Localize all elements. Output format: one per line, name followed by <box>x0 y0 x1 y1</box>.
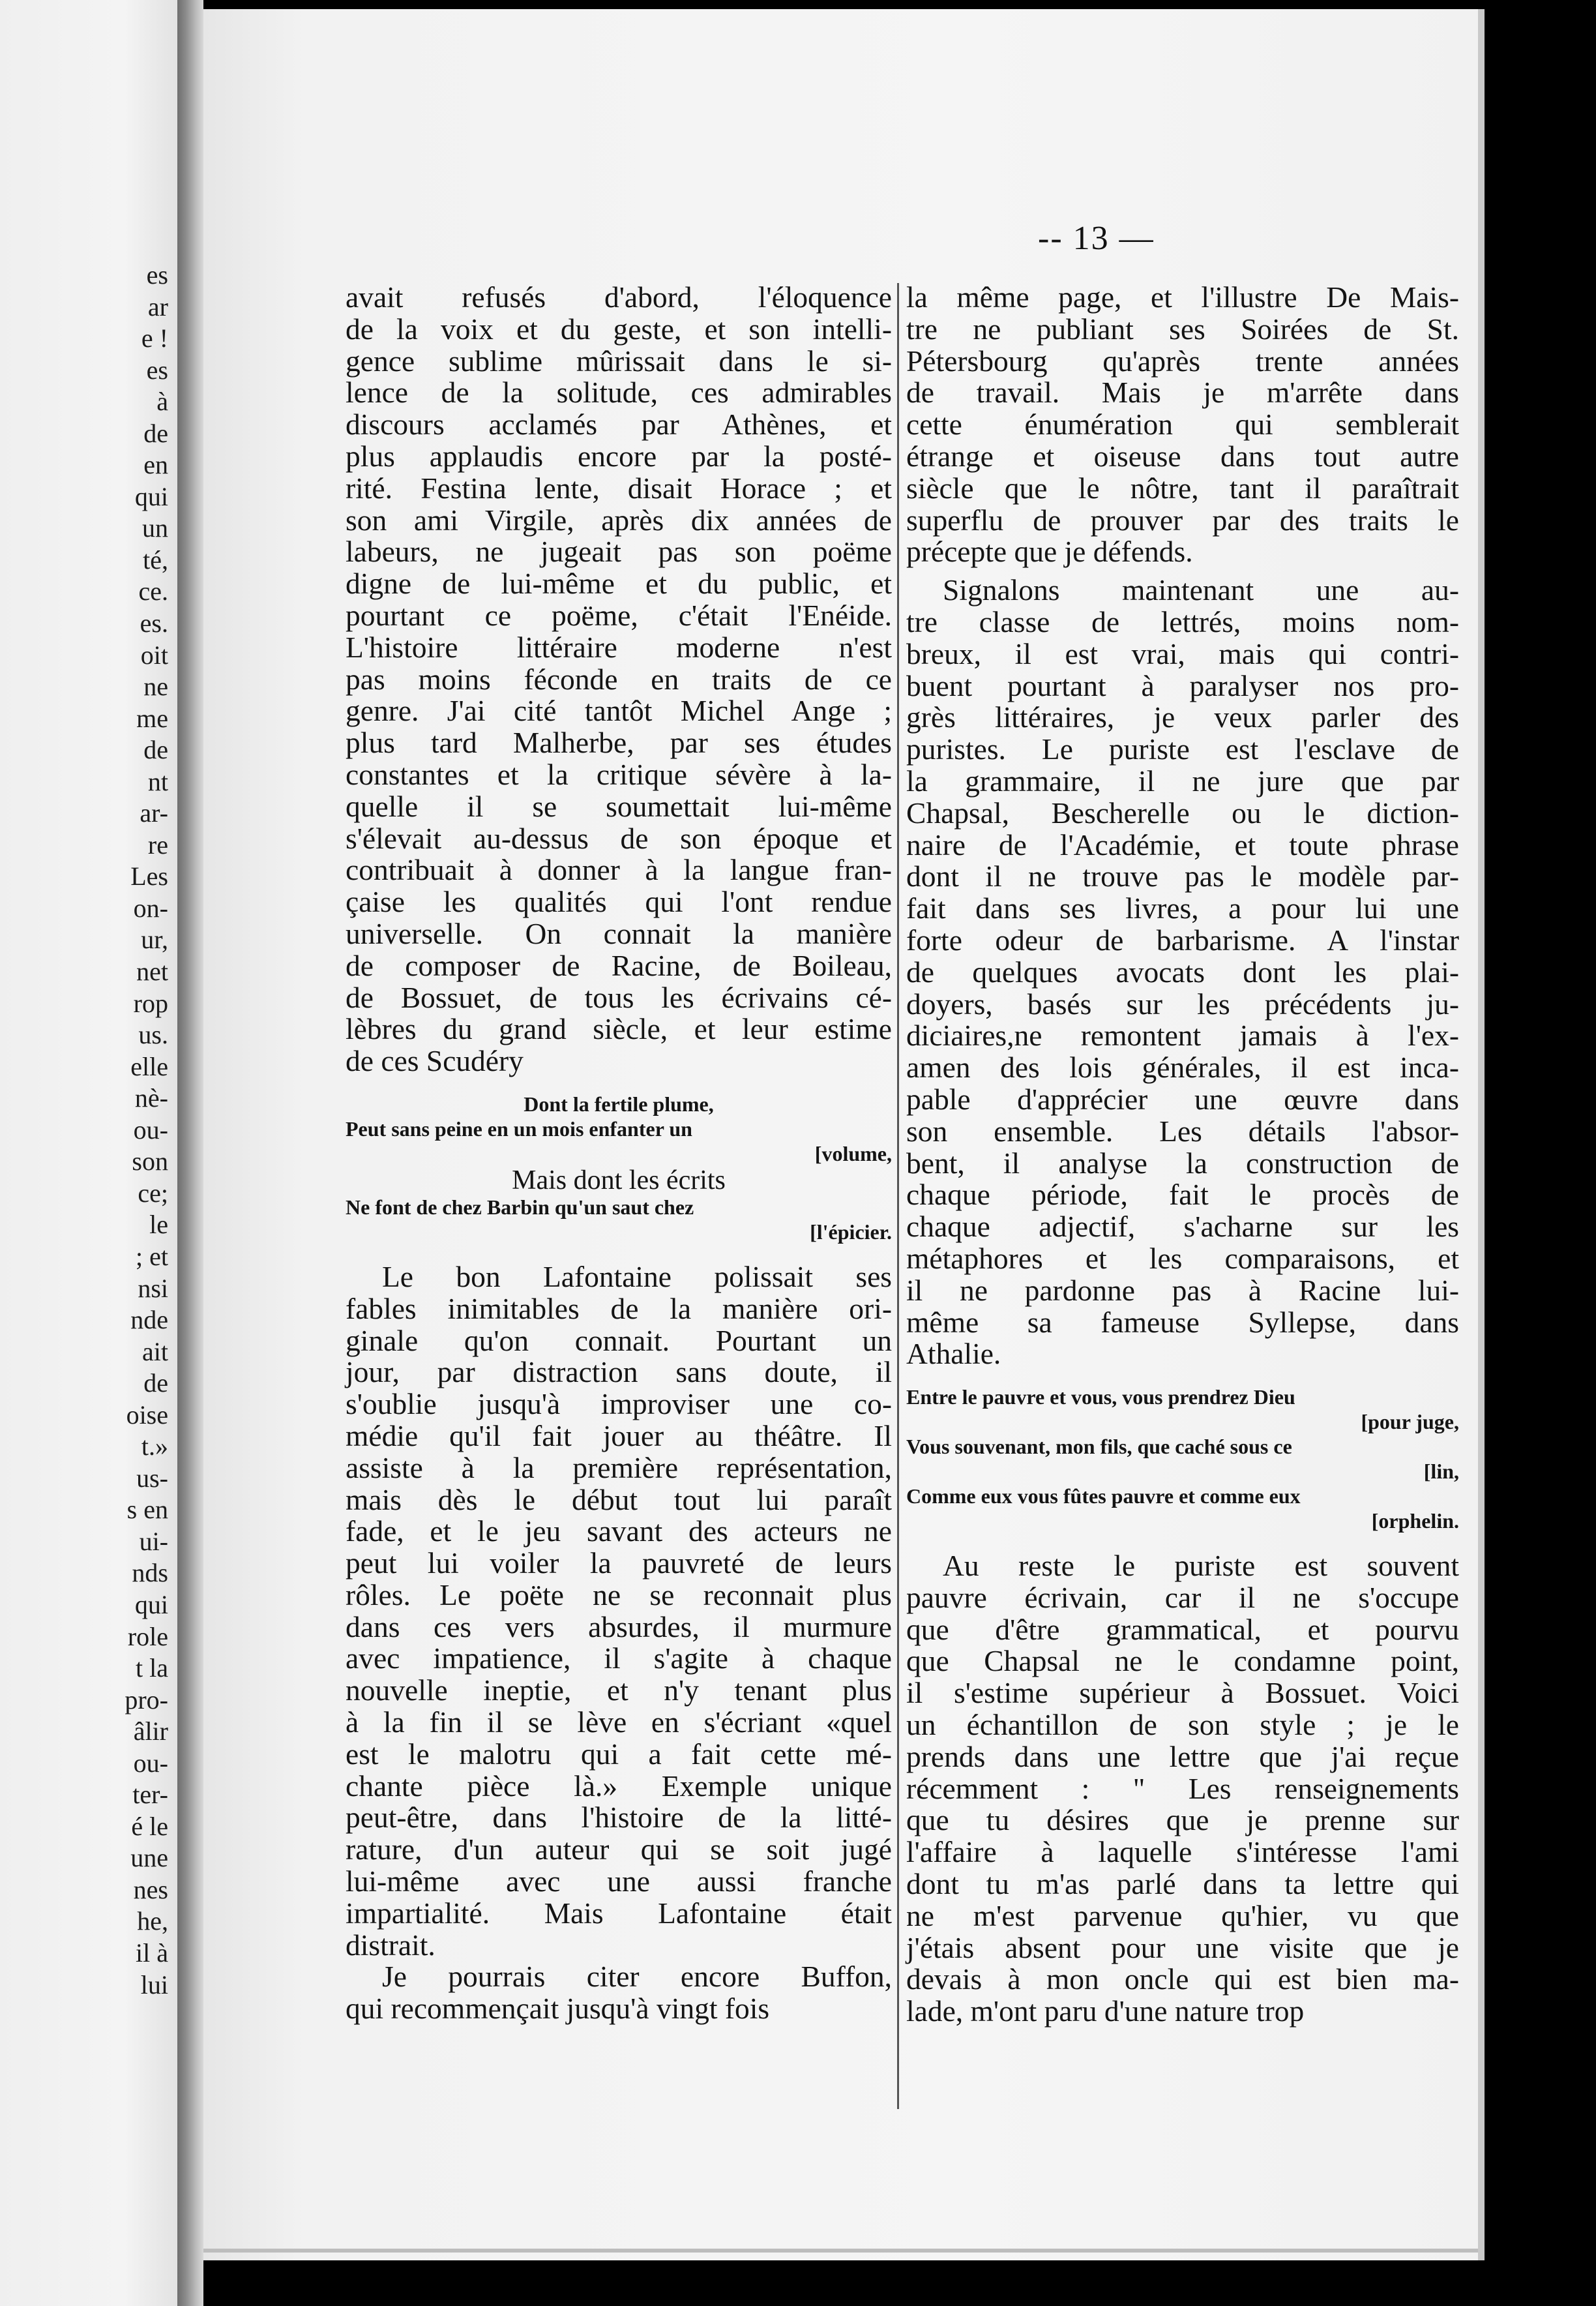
text-line: j'étais absent pour une visite que je <box>906 1930 1459 1964</box>
fragment-line: ar- <box>140 798 168 828</box>
column-divider <box>897 283 899 2109</box>
text-line: dont il ne trouve pas le modèle par- <box>906 860 1459 893</box>
fragment-line: es. <box>140 608 168 638</box>
text-line: de ces Scudéry <box>346 1044 524 1078</box>
fragment-line: qui <box>134 481 168 511</box>
text-line: jour, par distraction sans doute, il <box>346 1355 892 1389</box>
fragment-line: ou- <box>133 1748 168 1778</box>
text-line: que Chapsal ne le condamne point, <box>906 1644 1459 1678</box>
text-line: peut lui voiler la pauvreté de leurs <box>346 1546 892 1580</box>
verse-line: Vous souvenant, mon fils, que caché sous ce <box>906 1435 1292 1459</box>
text-line: que tu désires que je prenne sur <box>906 1803 1459 1837</box>
text-line: diciaires,ne remontent jamais à l'ex- <box>906 1019 1459 1053</box>
text-line: étrange et oiseuse dans tout autre <box>906 439 1459 473</box>
text-line: de la voix et du geste, et son intelli- <box>346 312 892 346</box>
text-line: avec impatience, il s'agite à chaque <box>346 1641 892 1675</box>
text-line: superflu de prouver par des traits le <box>906 503 1459 537</box>
paragraph <box>906 282 1459 568</box>
text-line: médie qu'il fait jouer au théâtre. Il <box>346 1418 892 1452</box>
text-line: un échantillon de son style ; je le <box>906 1708 1459 1742</box>
page-bottom-edge <box>203 2249 1478 2253</box>
text-line: chaque période, fait le procès de <box>906 1178 1459 1212</box>
fragment-line: rop <box>133 988 168 1018</box>
text-line: L'histoire littéraire moderne n'est <box>346 630 892 664</box>
verse-quotation <box>906 1385 1459 1533</box>
text-line: tre classe de lettrés, moins nom- <box>906 605 1459 638</box>
text-line: est le malotru qui a fait cette mé- <box>346 1737 892 1771</box>
fragment-line: nt <box>147 766 168 796</box>
left-page-edge <box>0 0 177 2306</box>
text-line: genre. J'ai cité tantôt Michel Ange ; <box>346 694 892 728</box>
left-page-text-fragments <box>57 260 168 2001</box>
fragment-line: ou- <box>133 1115 168 1145</box>
text-line: qui recommençait jusqu'à vingt fois <box>346 1992 770 2026</box>
fragment-line: é le <box>131 1811 168 1841</box>
text-line: rature, d'un auteur qui se soit jugé <box>346 1833 892 1866</box>
text-line: breux, il est vrai, mais qui contri- <box>906 636 1459 670</box>
text-line: l'affaire à laquelle s'intéresse l'ami <box>906 1835 1459 1869</box>
text-line: ne m'est parvenue qu'hier, vu que <box>906 1898 1459 1932</box>
text-line: bent, il analyse la construction de <box>906 1146 1459 1180</box>
text-line: siècle que le nôtre, tant il paraîtrait <box>906 471 1459 505</box>
fragment-line: âlir <box>133 1716 168 1746</box>
text-line: son ami Virgile, après dix années de <box>346 503 892 537</box>
text-line: Le bon Lafontaine polissait ses <box>382 1259 892 1293</box>
verse-line: Ne font de chez Barbin qu'un saut chez <box>346 1195 694 1219</box>
text-line: rôles. Le poëte ne se reconnait plus <box>346 1578 892 1611</box>
text-line: de quelques avocats dont les plai- <box>906 955 1459 989</box>
fragment-line: on- <box>133 893 168 923</box>
text-line: lui-même avec une aussi franche <box>346 1864 892 1898</box>
text-line: Athalie. <box>906 1337 1001 1371</box>
fragment-line: he, <box>137 1906 168 1936</box>
text-line: Au reste le puriste est souvent <box>943 1549 1459 1583</box>
verse-quotation <box>346 1092 892 1244</box>
text-line: assiste à la première représentation, <box>346 1450 892 1484</box>
fragment-line: ter- <box>132 1780 168 1810</box>
text-line: précepte que je défends. <box>906 535 1193 569</box>
text-line: même sa fameuse Syllepse, dans <box>906 1305 1459 1339</box>
fragment-line: me <box>136 703 168 733</box>
text-line: dans ces vers absurdes, il murmure <box>346 1610 892 1643</box>
text-line: Pétersbourg qu'après trente années <box>906 344 1459 378</box>
fragment-line: nds <box>132 1558 168 1588</box>
text-line: s'élevait au-dessus de son époque et <box>346 821 892 855</box>
fragment-line: t la <box>136 1653 168 1683</box>
text-line: contribuait à donner à la langue fran- <box>346 853 892 887</box>
text-line: forte odeur de barbarisme. A l'instar <box>906 923 1459 957</box>
text-line: de composer de Racine, de Boileau, <box>346 948 892 982</box>
text-line: distrait. <box>346 1928 436 1962</box>
text-line: gence sublime mûrissait dans le si- <box>346 344 892 378</box>
text-line: son ensemble. Les détails l'absor- <box>906 1114 1459 1148</box>
verse-line: [l'épicier. <box>810 1220 892 1244</box>
text-line: amen des lois générales, il est inca- <box>906 1051 1459 1085</box>
text-line: plus tard Malherbe, par ses études <box>346 726 892 760</box>
text-line: Signalons maintenant une au- <box>943 573 1459 607</box>
fragment-line: une <box>130 1843 168 1873</box>
text-line: lèbres du grand siècle, et leur estime <box>346 1012 892 1046</box>
fragment-line: es <box>146 260 168 290</box>
paragraph <box>906 1550 1459 2028</box>
text-line: lade, m'ont paru d'une nature trop <box>906 1994 1305 2028</box>
text-line: de travail. Mais je m'arrête dans <box>906 376 1459 410</box>
fragment-line: nde <box>130 1305 168 1335</box>
fragment-line: re <box>147 830 168 860</box>
fragment-line: ar <box>147 292 168 322</box>
text-line: chaque adjectif, s'acharne sur les <box>906 1210 1459 1244</box>
text-line: mais dès le début tout lui paraît <box>346 1482 892 1516</box>
fragment-line: ; et <box>136 1241 168 1271</box>
fragment-line: le <box>149 1210 168 1240</box>
verse-line: Peut sans peine en un mois enfanter un <box>346 1116 692 1141</box>
text-line: fade, et le jeu savant des acteurs ne <box>346 1514 892 1548</box>
book-page <box>203 9 1485 2260</box>
text-line: tre ne publiant ses Soirées de St. <box>906 312 1459 346</box>
fragment-line: us- <box>136 1463 168 1493</box>
text-line: prends dans une lettre que j'ai reçue <box>906 1739 1459 1773</box>
text-line: devais à mon oncle qui est bien ma- <box>906 1962 1459 1996</box>
fragment-line: ce; <box>138 1178 168 1208</box>
fragment-line: en <box>143 450 168 480</box>
text-line: cette énumération qui semblerait <box>906 408 1459 442</box>
fragment-line: es <box>146 355 168 385</box>
fragment-line: son <box>132 1146 168 1176</box>
text-line: puristes. Le puriste est l'esclave de <box>906 732 1459 766</box>
text-line: quelle il se soumettait lui-même <box>346 789 892 823</box>
text-line: fait dans ses livres, a pour lui une <box>906 891 1459 925</box>
text-line: la grammaire, il ne jure que par <box>906 764 1459 798</box>
verse-line: Dont la fertile plume, <box>524 1092 714 1116</box>
fragment-line: ne <box>143 672 168 702</box>
text-line: dont tu m'as parlé dans ta lettre qui <box>906 1867 1459 1901</box>
text-line: labeurs, ne jugeait pas son poëme <box>346 535 892 569</box>
text-line: s'oublie jusqu'à improviser une co- <box>346 1387 892 1421</box>
fragment-line: il à <box>136 1938 168 1968</box>
text-line: plus applaudis encore par la posté- <box>346 439 892 473</box>
fragment-line: nè- <box>134 1083 168 1113</box>
text-line: digne de lui-même et du public, et <box>346 567 892 601</box>
fragment-line: de <box>143 418 168 448</box>
fragment-line: ce. <box>138 576 168 606</box>
text-line: Chapsal, Bescherelle ou le diction- <box>906 796 1459 830</box>
text-line: que d'être grammatical, et pourvu <box>906 1612 1459 1646</box>
text-line: grès littéraires, je veux parler des <box>906 700 1459 734</box>
text-line: lence de la solitude, ces admirables <box>346 376 892 410</box>
text-line: fables inimitables de la manière ori- <box>346 1291 892 1325</box>
text-line: de Bossuet, de tous les écrivains cé- <box>346 980 892 1014</box>
text-line: Je pourrais citer encore Buffon, <box>382 1960 892 1994</box>
text-line: pas moins féconde en traits de ce <box>346 662 892 696</box>
fragment-line: s en <box>126 1495 168 1525</box>
fragment-line: lui <box>140 1969 168 1999</box>
text-line: rité. Festina lente, disait Horace ; et <box>346 471 892 505</box>
left-column <box>346 282 892 2025</box>
paragraph <box>906 575 1459 1370</box>
fragment-line: e ! <box>141 323 168 353</box>
text-line: impartialité. Mais Lafontaine était <box>346 1896 892 1930</box>
fragment-line: de <box>143 1368 168 1398</box>
book-spine-shadow <box>177 0 203 2306</box>
text-line: chante pièce là.» Exemple unique <box>346 1769 892 1803</box>
fragment-line: oise <box>126 1400 168 1430</box>
fragment-line: ui- <box>139 1526 168 1556</box>
text-line: pourtant ce poëme, c'était l'Enéide. <box>346 598 892 632</box>
fragment-line: qui <box>134 1589 168 1619</box>
fragment-line: role <box>127 1621 168 1651</box>
verse-line: Mais dont les écrits <box>512 1165 726 1195</box>
fragment-line: Les <box>130 861 168 891</box>
text-line: il s'estime supérieur à Bossuet. Voici <box>906 1676 1459 1710</box>
text-line: naire de l'Académie, et toute phrase <box>906 828 1459 861</box>
text-line: il ne pardonne pas à Racine lui- <box>906 1273 1459 1307</box>
fragment-line: elle <box>130 1051 168 1081</box>
text-line: universelle. On connait la manière <box>346 916 892 950</box>
text-line: discours acclamés par Athènes, et <box>346 408 892 442</box>
fragment-line: ait <box>142 1336 168 1366</box>
right-column <box>906 282 1459 2028</box>
fragment-line: nsi <box>138 1273 168 1303</box>
text-line: récemment : " Les renseignements <box>906 1771 1459 1805</box>
text-line: à la fin il se lève en s'écriant «quel <box>346 1705 892 1739</box>
text-line: pauvre écrivain, car il ne s'occupe <box>906 1580 1459 1614</box>
verse-line: [orphelin. <box>1371 1509 1459 1533</box>
text-line: buent pourtant à paralyser nos pro- <box>906 668 1459 702</box>
fragment-line: net <box>136 957 168 987</box>
fragment-line: t.» <box>141 1431 168 1461</box>
paragraph <box>346 1961 892 2025</box>
paragraph <box>346 282 892 1077</box>
verse-line: Entre le pauvre et vous, vous prendrez Dieu <box>906 1385 1295 1409</box>
text-line: çaise les qualités qui l'ont rendue <box>346 885 892 919</box>
fragment-line: té, <box>143 545 168 575</box>
text-line: doyers, basés sur les précédents ju- <box>906 987 1459 1021</box>
fragment-line: un <box>142 513 168 543</box>
fragment-line: oit <box>140 640 168 670</box>
verse-line: [volume, <box>814 1141 892 1165</box>
fragment-line: de <box>143 735 168 765</box>
page-number: -- 13 — <box>1038 220 1155 257</box>
fragment-line: ur, <box>141 925 168 955</box>
fragment-line: us. <box>138 1020 168 1050</box>
text-line: nouvelle ineptie, et n'y tenant plus <box>346 1673 892 1707</box>
fragment-line: à <box>156 387 168 417</box>
fragment-line: pro- <box>125 1685 168 1715</box>
fragment-line: nes <box>133 1874 168 1904</box>
text-line: métaphores et les comparaisons, et <box>906 1241 1459 1275</box>
verse-line: [lin, <box>1423 1460 1459 1484</box>
text-line: pable d'apprécier une œuvre dans <box>906 1082 1459 1116</box>
verse-line: [pour juge, <box>1361 1410 1459 1434</box>
text-line: avait refusés d'abord, l'éloquence <box>346 280 892 314</box>
text-line: la même page, et l'illustre De Mais- <box>906 280 1459 314</box>
text-line: peut-être, dans l'histoire de la litté- <box>346 1801 892 1834</box>
verse-line: Comme eux vous fûtes pauvre et comme eux <box>906 1484 1301 1508</box>
text-line: constantes et la critique sévère à la- <box>346 757 892 791</box>
paragraph <box>346 1261 892 1962</box>
text-line: ginale qu'on connait. Pourtant un <box>346 1323 892 1357</box>
